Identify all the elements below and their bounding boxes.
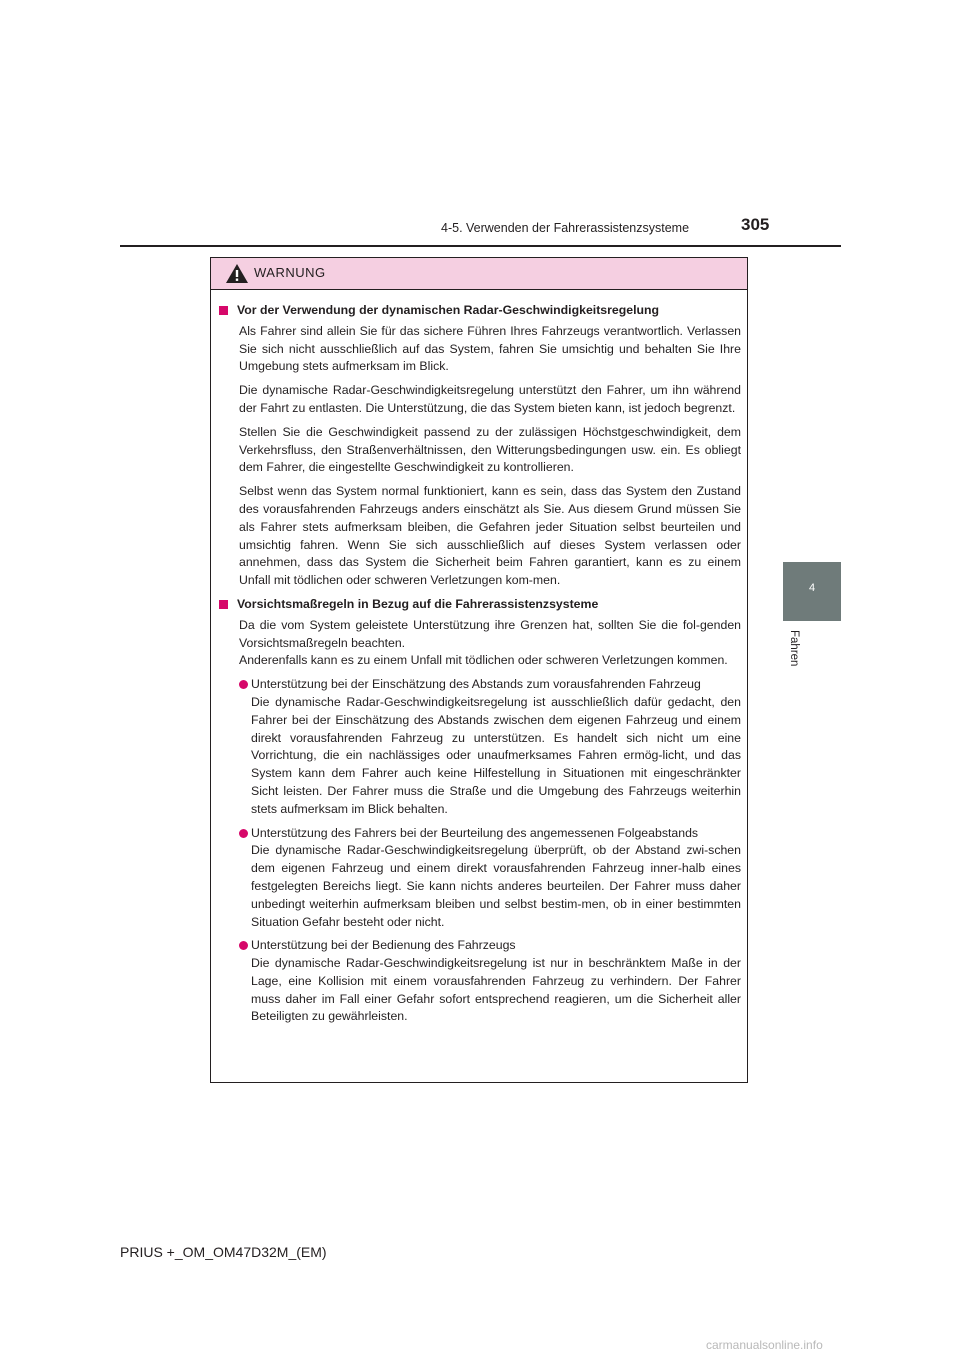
warning-header [211, 258, 747, 290]
list-item [239, 937, 741, 1026]
warning-title: WARNUNG [254, 265, 326, 280]
list-item-title: Unterstützung bei der Einschätzung des Abstands zum vorausfahrenden Fahrzeug [251, 677, 701, 692]
paragraph: Selbst wenn das System normal funktioniert, kann es sein, dass das System den Zustand des vorausfahrenden Fahrzeugs anders einschätzt als Sie. Aus diesem Grund müssen Sie als Fahrer stets aufmerksam bleiben, die Gefahren jeder Situation selbst beurteilen und umsichtig fahren. Wenn Sie sich ausschließlich auf dieses System verlassen oder annehmen, dass das System die Sicherheit beim Fahren garantiert, kann es zu einem Unfall mit tödlichen oder schweren Verletzungen kom-men. [239, 484, 741, 588]
list-item-title: Unterstützung bei der Bedienung des Fahrzeugs [251, 938, 516, 953]
circle-bullet-icon [239, 829, 248, 838]
section-header: 4-5. Verwenden der Fahrerassistenzsysteme [441, 221, 690, 235]
watermark: carmanualsonline.info [706, 1338, 823, 1352]
circle-bullet-icon [239, 680, 248, 689]
list-item-text: Die dynamische Radar-Geschwindigkeitsregelung ist ausschließlich dafür gedacht, den Fahrer bei der Einschätzung des Abstands zwischen dem eigenen Fahrzeug und einem direkt vorausfahrenden Fahrzeug zu unterstützen. Es handelt sich nicht um eine Vorrichtung, die ein nachlässiges oder unaufmerksames Fahren ermög-licht, und das System kann dem Fahrer auch keine Hilfestellung in Situationen mit eingeschränkter Sicht leisten. Der Fahrer muss die Straße und die Umgebung des Fahrzeugs weiterhin stets aufmerksam im Blick behalten. [251, 694, 741, 816]
section-heading [219, 302, 741, 320]
paragraph: Stellen Sie die Geschwindigkeit passend zu der zulässigen Höchstgeschwindigkeit, dem Verkehrsfluss, den Straßenverhältnissen, den Witterungsbedingungen usw. ein. Es obliegt dem Fahrer, die eingestellte Geschwindigkeit zu kontrollieren. [239, 424, 741, 475]
paragraph: Als Fahrer sind allein Sie für das sichere Führen Ihres Fahrzeugs verantwortlich. Verlassen Sie sich nicht ausschließlich auf das System, fahren Sie umsichtig und behalten Sie Ihre Umgebung stets aufmerksam im Blick. [239, 323, 741, 374]
warning-box [210, 257, 748, 1083]
circle-bullet-icon [239, 941, 248, 950]
list-item [239, 676, 741, 818]
manual-code: PRIUS +_OM_OM47D32M_(EM) [120, 1244, 327, 1260]
list-item-text: Die dynamische Radar-Geschwindigkeitsregelung überprüft, ob der Abstand zwi-schen dem eigenen Fahrzeug und einem direkt vorausfahrenden Fahrzeug inner-halb eines festgelegten Bereichs liegt. Sie kann nichts anderes beurteilen. Der Fahrer muss daher unbedingt weiterhin aufmerksam bleiben und selbst bestim-men, ob in einer bestimmten Situation Gefahr besteht oder nicht. [251, 843, 741, 929]
section-heading-text: Vorsichtsmaßregeln in Bezug auf die Fahrerassistenzsysteme [237, 596, 599, 611]
paragraph: Die dynamische Radar-Geschwindigkeitsregelung unterstützt den Fahrer, um ihn während der Fahrt zu entlasten. Die Unterstützung, die das System bieten kann, ist jedoch begrenzt. [239, 383, 741, 415]
warning-body [211, 290, 747, 1026]
header-divider [120, 245, 841, 247]
square-bullet-icon [219, 306, 228, 315]
section-heading [219, 596, 741, 614]
chapter-tab-number: 4 [808, 582, 816, 594]
paragraph: Da die vom System geleistete Unterstützung ihre Grenzen hat, sollten Sie die fol-genden Vorsichtsmaßregeln beachten. [239, 617, 741, 650]
paragraph: Anderenfalls kann es zu einem Unfall mit tödlichen oder schweren Verletzungen kommen. [239, 653, 728, 668]
square-bullet-icon [219, 600, 228, 609]
chapter-label: Fahren [788, 630, 800, 667]
warning-triangle-icon [225, 263, 249, 284]
list-item-title: Unterstützung des Fahrers bei der Beurteilung des angemessenen Folgeabstands [251, 825, 699, 840]
section-heading-text: Vor der Verwendung der dynamischen Radar-Geschwindigkeitsregelung [237, 303, 660, 317]
page-number: 305 [741, 215, 770, 234]
list-item-text: Die dynamische Radar-Geschwindigkeitsregelung ist nur in beschränktem Maße in der Lage, eine Kollision mit einem vorausfahrenden Fahrzeug zu verhindern. Der Fahrer muss daher im Fall einer Gefahr sofort entsprechend reagieren, um die Sicherheit aller Beteiligten zu gewährleisten. [251, 956, 741, 1024]
chapter-tab [783, 562, 841, 621]
list-item [239, 825, 741, 932]
